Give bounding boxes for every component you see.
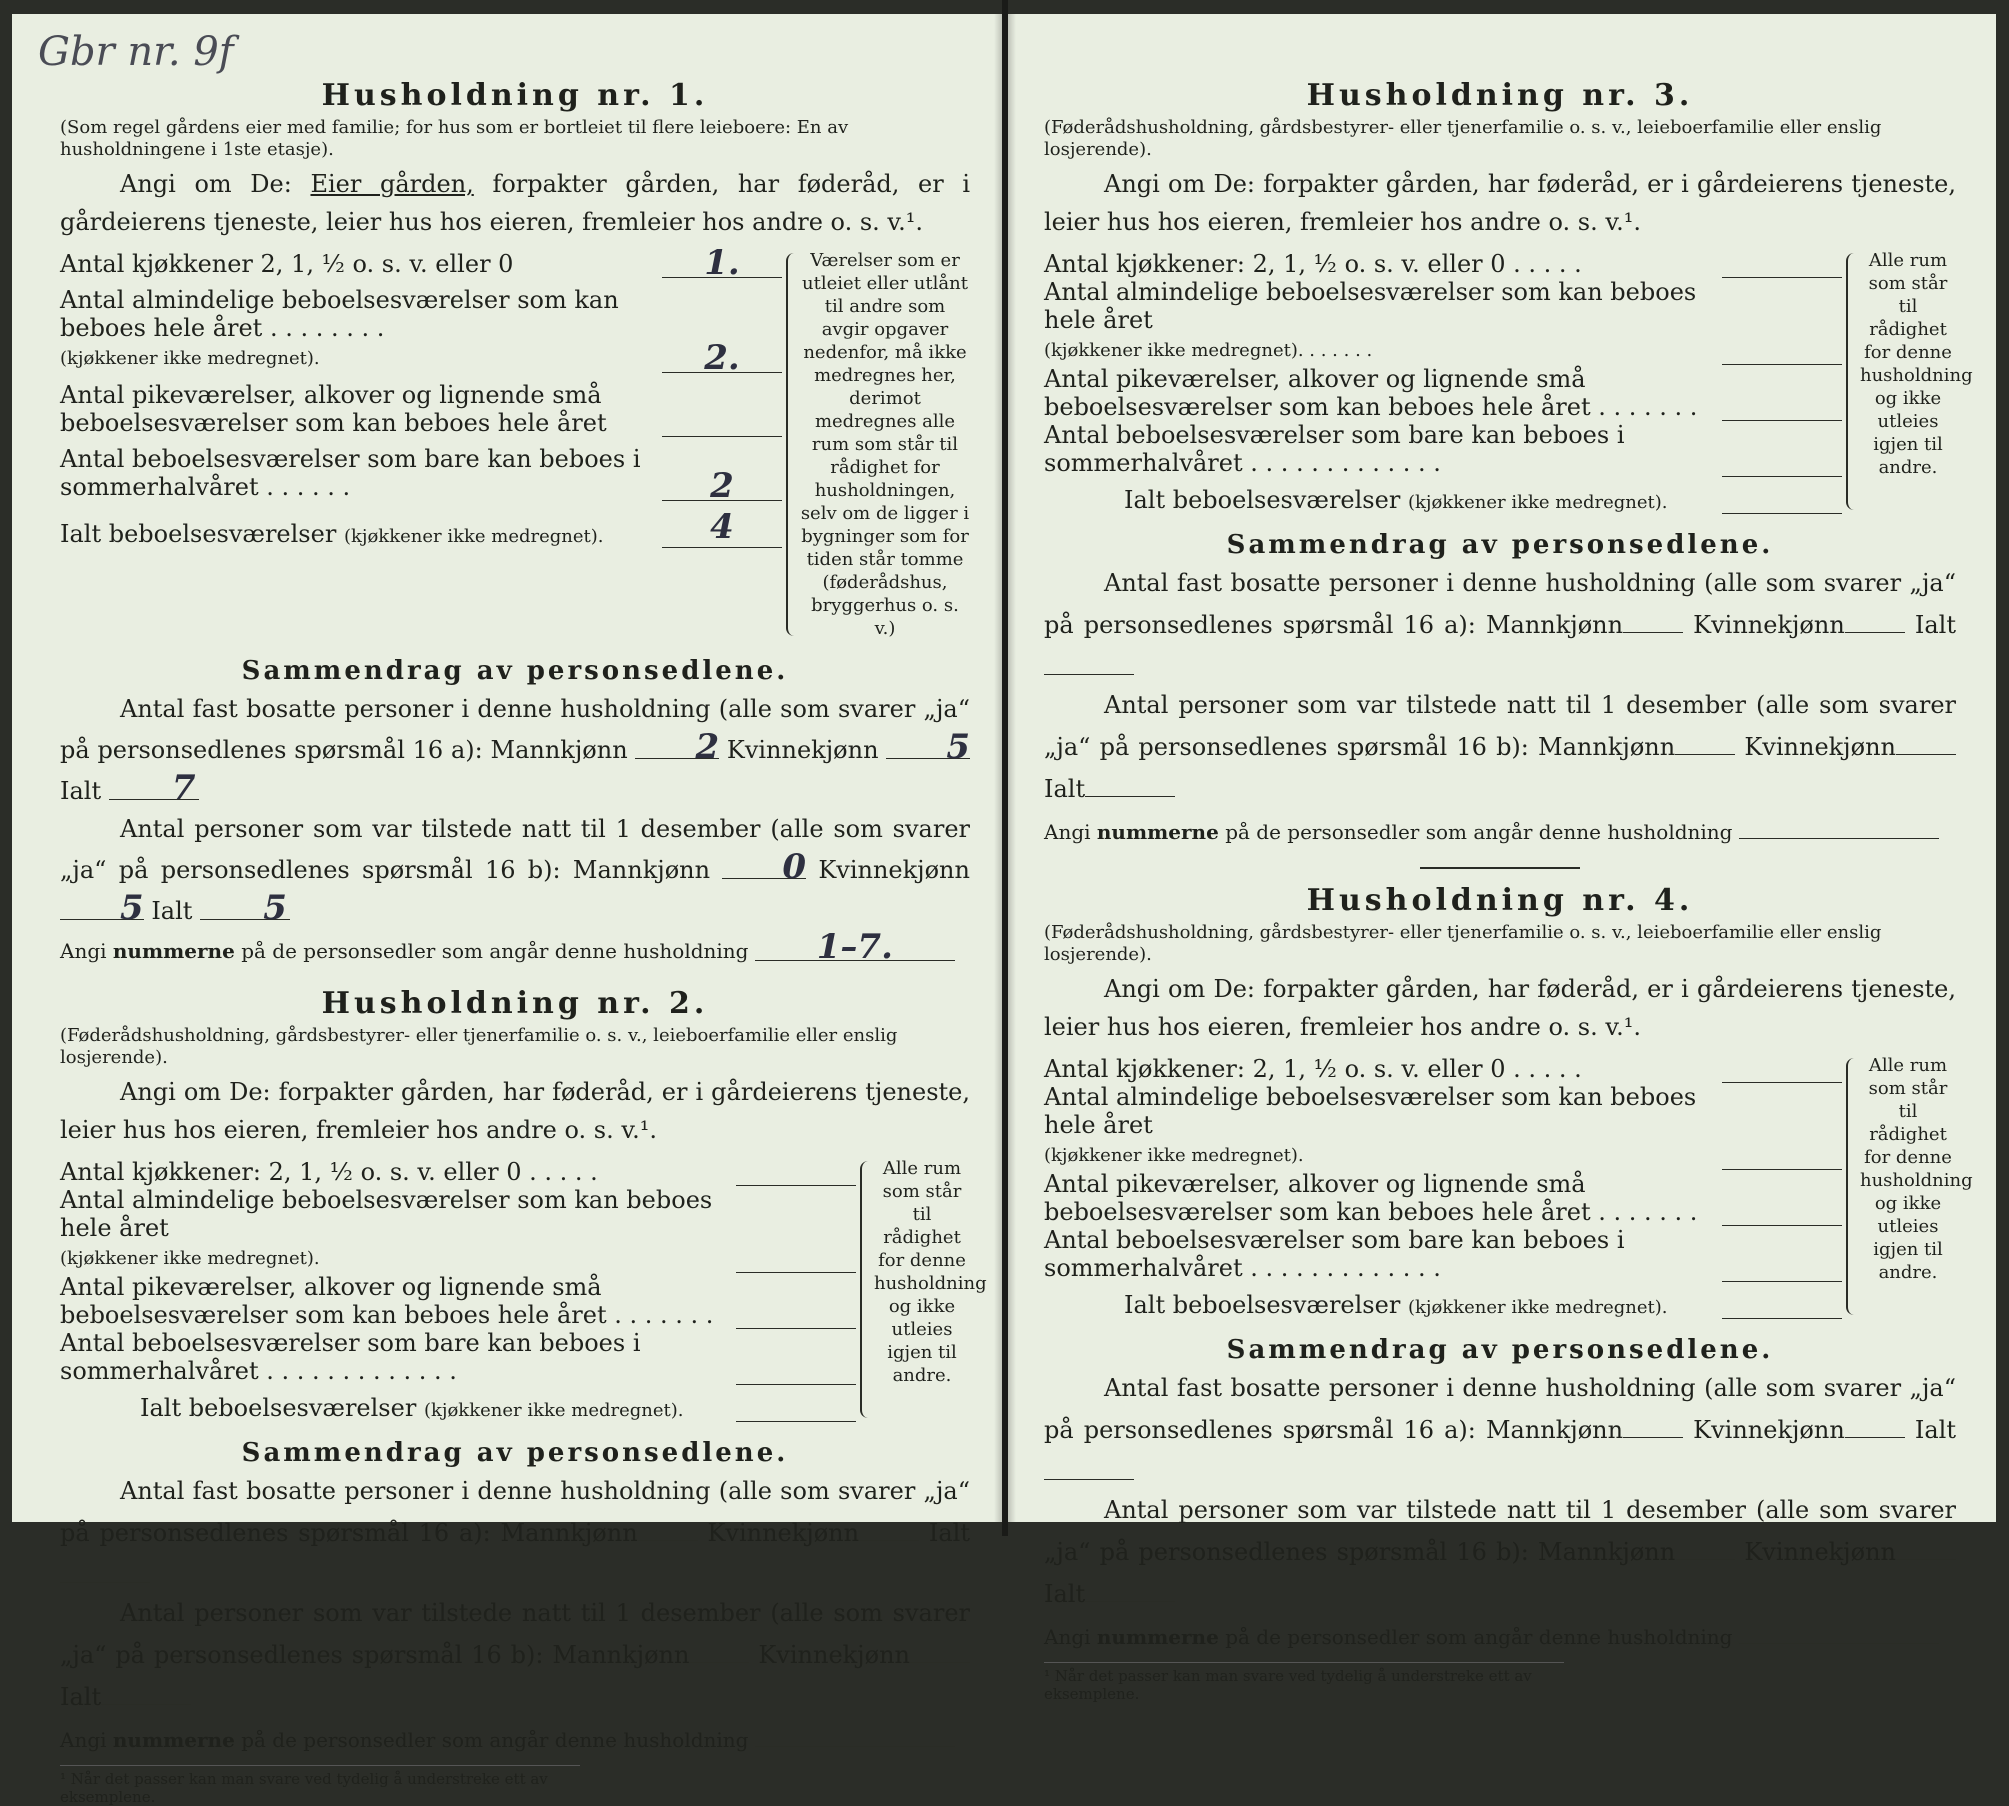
side-note: Alle rum som står til rådighet for denne husholdning og ikke utleies igjen til andre. — [1842, 249, 1956, 514]
q16a-male-value[interactable] — [1623, 602, 1683, 633]
total-label-text: Ialt beboelsesværelser — [1124, 1291, 1401, 1319]
total-value[interactable]: 4 — [662, 507, 782, 548]
summary-title: Sammendrag av personsedlene. — [241, 1438, 789, 1468]
q16b-text: Antal personer som var tilstede natt til 1 desember (alle som svarer „ja“ på personsedlenes spørsmål 16 b): — [1044, 1496, 1956, 1566]
section-divider — [1420, 867, 1580, 869]
household-3 — [1044, 78, 1973, 849]
numbers-prefix: Angi — [60, 939, 107, 963]
total-label-text: Ialt beboelsesværelser — [1124, 486, 1401, 514]
total-short-label: Ialt — [1914, 611, 1956, 639]
numbers-line — [60, 927, 970, 968]
household-4-title: Husholdning nr. 4. — [1306, 883, 1694, 918]
row-total-rooms — [1044, 483, 1842, 514]
total-label-sub: (kjøkkener ikke medregnet). — [423, 1400, 684, 1421]
row-label-text: Antal almindelige beboelsesværelser som kan beboes hele året — [60, 1186, 713, 1242]
q16b-male-value[interactable]: 0 — [722, 848, 806, 879]
total-short-label: Ialt — [1044, 775, 1086, 803]
q16b-female-value[interactable] — [1896, 724, 1956, 755]
row-label-text: Antal almindelige beboelsesværelser som kan beboes hele året . . . . . . . . — [60, 286, 619, 342]
row-value[interactable] — [1722, 1197, 1842, 1226]
numbers-value[interactable]: 1–7. — [755, 930, 955, 961]
summary-16b — [1044, 1491, 1956, 1613]
household-1-subtitle: (Som regel gårdens eier med familie; for hus som er bortleiet til flere leieboere: En av husholdningene i 1ste etasje). — [60, 117, 849, 160]
right-page — [1008, 14, 1996, 1703]
row-kitchens — [60, 1157, 856, 1186]
row-label-sub: (kjøkkener ikke medregnet). . . . . . . — [1044, 340, 1373, 361]
total-value[interactable] — [1722, 483, 1842, 514]
q16b-male-value[interactable] — [1675, 1529, 1735, 1560]
male-label: Mannkjønn — [490, 736, 628, 764]
household-4-subtitle: (Føderådshusholdning, gårdsbestyrer- eller tjenerfamilie o. s. v., leieboerfamilie eller enslig losjerende). — [1044, 922, 1882, 965]
summary-16a — [1044, 1369, 1956, 1491]
q16b-female-value[interactable] — [1896, 1529, 1956, 1560]
row-total-rooms — [60, 507, 782, 548]
q16b-total-value[interactable] — [1085, 1571, 1175, 1602]
row-value[interactable] — [662, 408, 782, 437]
row-value[interactable] — [736, 1300, 856, 1329]
q16a-female-value[interactable] — [1845, 602, 1905, 633]
row-value[interactable] — [736, 1157, 856, 1186]
male-label: Mannkjønn — [572, 856, 711, 884]
q16a-text: Antal fast bosatte personer i denne husholdning (alle som svarer „ja“ på personsedlenes spørsmål 16 a): — [60, 695, 970, 764]
summary-title: Sammendrag av personsedlene. — [241, 656, 789, 686]
total-label — [1044, 1291, 1714, 1319]
row-value[interactable] — [736, 1356, 856, 1385]
q16b-male-value[interactable] — [1675, 724, 1735, 755]
rooms-rows — [1044, 1054, 1842, 1319]
total-short-label: Ialt — [928, 1519, 970, 1547]
q16a-total-value[interactable] — [1044, 644, 1134, 675]
row-label: Antal kjøkkener: 2, 1, ½ o. s. v. eller 0 . . . . . — [1044, 1055, 1582, 1083]
household-2-subtitle: (Føderådshusholdning, gårdsbestyrer- eller tjenerfamilie o. s. v., leieboerfamilie eller enslig losjerende). — [60, 1025, 898, 1068]
total-value[interactable] — [1722, 1288, 1842, 1319]
summary-16b — [60, 1594, 970, 1716]
total-short-label: Ialt — [60, 777, 102, 805]
q16a-total-value[interactable] — [1044, 1449, 1134, 1480]
q16a-female-value[interactable]: 5 — [886, 728, 970, 759]
summary-16a — [60, 1472, 970, 1594]
row-summer-rooms — [60, 445, 782, 506]
q16a-female-value[interactable] — [859, 1510, 919, 1541]
row-label-sub: (kjøkkener ikke medregnet). — [60, 348, 320, 369]
household-3-angi: Angi om De: forpakter gården, har føderåd, er i gårdeierens tjeneste, leier hus hos eieren, fremleier hos andre o. s. v.¹. — [1044, 170, 1956, 236]
row-label-text: Antal almindelige beboelsesværelser som kan beboes hele året — [1044, 278, 1697, 334]
row-ordinary-rooms — [60, 286, 782, 378]
total-short-label: Ialt — [1914, 1416, 1956, 1444]
row-value[interactable] — [1722, 1141, 1842, 1170]
row-value[interactable] — [1722, 1054, 1842, 1083]
q16a-total-value[interactable]: 7 — [109, 769, 199, 800]
male-label: Mannkjønn — [1538, 1538, 1676, 1566]
row-summer-rooms — [1044, 1226, 1842, 1282]
household-1-rooms — [60, 243, 970, 640]
q16a-male-value[interactable]: 2 — [635, 728, 719, 759]
q16b-male-value[interactable] — [689, 1632, 749, 1663]
total-label — [60, 520, 654, 548]
numbers-value[interactable] — [1739, 1613, 1939, 1644]
total-label-sub: (kjøkkener ikke medregnet). — [1407, 1297, 1668, 1318]
row-label: Antal beboelsesværelser som bare kan beboes i sommerhalvåret . . . . . . — [60, 445, 641, 501]
total-label — [60, 1394, 728, 1422]
numbers-value[interactable] — [1739, 808, 1939, 839]
numbers-prefix: Angi — [1044, 820, 1091, 844]
row-value[interactable] — [736, 1244, 856, 1273]
row-label: Antal beboelsesværelser som bare kan beboes i sommerhalvåret . . . . . . . . . . . . . — [60, 1329, 641, 1385]
q16b-female-value[interactable]: 5 — [60, 889, 144, 920]
total-label-sub: (kjøkkener ikke medregnet). — [1407, 492, 1668, 513]
q16a-female-value[interactable] — [1845, 1407, 1905, 1438]
row-value[interactable] — [1722, 448, 1842, 477]
margin-note: Gbr nr. 9f — [38, 29, 234, 75]
row-total-rooms — [60, 1391, 856, 1422]
row-maid-rooms — [60, 381, 782, 437]
numbers-rest: på de personsedler som angår denne husholdning — [1225, 820, 1733, 844]
q16a-text: Antal fast bosatte personer i denne husholdning (alle som svarer „ja“ på personsedlenes spørsmål 16 a): — [60, 1477, 970, 1547]
row-ordinary-rooms — [1044, 278, 1842, 365]
row-summer-rooms — [60, 1329, 856, 1385]
row-label: Antal kjøkkener: 2, 1, ½ o. s. v. eller 0 . . . . . — [1044, 250, 1582, 278]
row-value[interactable] — [1722, 1253, 1842, 1282]
q16a-total-value[interactable] — [60, 1552, 150, 1583]
numbers-bold: nummerne — [1096, 820, 1219, 844]
household-2-angi: Angi om De: forpakter gården, har føderåd, er i gårdeierens tjeneste, leier hus hos eieren, fremleier hos andre o. s. v.¹. — [60, 1078, 970, 1144]
side-note: Alle rum som står til rådighet for denne husholdning og ikke utleies igjen til andre. — [1842, 1054, 1956, 1319]
row-label: Antal beboelsesværelser som bare kan beboes i sommerhalvåret . . . . . . . . . . . . . — [1044, 1226, 1625, 1282]
female-label: Kvinnekjønn — [1693, 1416, 1845, 1444]
side-note: Værelser som er utleiet eller utlånt til andre som avgir opgaver nedenfor, må ikke medregnes her, derimot medregnes alle rum som står til rådighet for husholdningen, selv om de ligger i bygninger som for tiden står tomme (føderådshus, bryggerhus o. s. v.) — [782, 249, 970, 640]
footnote: ¹ Når det passer kan man svare ved tydelig å understreke ett av eksemplene. — [60, 1765, 580, 1806]
row-label-sub: (kjøkkener ikke medregnet). — [60, 1248, 320, 1269]
female-label: Kvinnekjønn — [1744, 1538, 1896, 1566]
summary-16b — [60, 810, 970, 930]
female-label: Kvinnekjønn — [818, 856, 970, 884]
summary-title: Sammendrag av personsedlene. — [1226, 530, 1774, 560]
household-4 — [1044, 883, 1973, 1703]
household-3-subtitle: (Føderådshusholdning, gårdsbestyrer- eller tjenerfamilie o. s. v., leieboerfamilie eller enslig losjerende). — [1044, 117, 1882, 160]
numbers-value[interactable] — [755, 1716, 955, 1747]
household-2 — [60, 986, 987, 1806]
total-label-text: Ialt beboelsesværelser — [60, 520, 337, 548]
row-total-rooms — [1044, 1288, 1842, 1319]
row-maid-rooms — [1044, 365, 1842, 421]
row-maid-rooms — [1044, 1170, 1842, 1226]
numbers-prefix: Angi — [60, 1728, 107, 1752]
summary-16b — [1044, 686, 1956, 808]
left-page — [12, 14, 1002, 1806]
q16a-male-value[interactable] — [1623, 1407, 1683, 1438]
q16a-text: Antal fast bosatte personer i denne husholdning (alle som svarer „ja“ på personsedlenes spørsmål 16 a): — [1044, 1374, 1956, 1444]
numbers-rest: på de personsedler som angår denne husholdning — [241, 1728, 749, 1752]
numbers-bold: nummerne — [1096, 1625, 1219, 1649]
total-short-label: Ialt — [151, 897, 193, 925]
female-label: Kvinnekjønn — [726, 736, 879, 764]
row-ordinary-rooms — [60, 1186, 856, 1273]
row-summer-rooms — [1044, 421, 1842, 477]
numbers-rest: på de personsedler som angår denne husholdning — [241, 939, 749, 963]
male-label: Mannkjønn — [500, 1519, 638, 1547]
numbers-rest: på de personsedler som angår denne husholdning — [1225, 1625, 1733, 1649]
numbers-line — [1044, 808, 1956, 849]
male-label: Mannkjønn — [1485, 1416, 1624, 1444]
q16a-text: Antal fast bosatte personer i denne husholdning (alle som svarer „ja“ på personsedlenes spørsmål 16 a): — [1044, 569, 1956, 639]
row-label — [60, 1186, 728, 1273]
total-label — [1044, 486, 1714, 514]
numbers-line — [1044, 1613, 1956, 1654]
household-1-title: Husholdning nr. 1. — [321, 78, 709, 113]
rooms-rows — [60, 243, 782, 640]
household-1 — [60, 78, 970, 968]
total-short-label: Ialt — [1044, 1580, 1086, 1608]
female-label: Kvinnekjønn — [1693, 611, 1845, 639]
angi-underlined-answer: Eier gården, — [310, 170, 474, 198]
numbers-prefix: Angi — [1044, 1625, 1091, 1649]
male-label: Mannkjønn — [1485, 611, 1624, 639]
female-label: Kvinnekjønn — [758, 1641, 910, 1669]
summary-16a — [60, 690, 970, 810]
row-value[interactable]: 2. — [662, 344, 782, 373]
household-4-rooms — [1044, 1054, 1973, 1319]
female-label: Kvinnekjønn — [707, 1519, 860, 1547]
household-3-title: Husholdning nr. 3. — [1306, 78, 1694, 113]
row-label-sub: (kjøkkener ikke medregnet). — [1044, 1145, 1304, 1166]
numbers-bold: nummerne — [112, 1728, 235, 1752]
row-label-text: Antal almindelige beboelsesværelser som kan beboes hele året — [1044, 1083, 1697, 1139]
q16b-total-value[interactable] — [1085, 766, 1175, 797]
row-ordinary-rooms — [1044, 1083, 1842, 1170]
row-kitchens — [1044, 249, 1842, 278]
row-kitchens — [1044, 1054, 1842, 1083]
summary-16a — [1044, 564, 1956, 686]
q16b-text: Antal personer som var tilstede natt til 1 desember (alle som svarer „ja“ på personsedlenes spørsmål 16 b): — [1044, 691, 1956, 761]
row-label: Antal kjøkkener: 2, 1, ½ o. s. v. eller 0 . . . . . — [60, 1158, 598, 1186]
row-label: Antal pikeværelser, alkover og lignende små beboelsesværelser som kan beboes hele året . . . . . . . — [60, 1273, 714, 1329]
male-label: Mannkjønn — [1538, 733, 1676, 761]
row-label: Antal pikeværelser, alkover og lignende små beboelsesværelser som kan beboes hele året . . . . . . . — [1044, 1170, 1698, 1226]
row-label: Antal pikeværelser, alkover og lignende små beboelsesværelser som kan beboes hele året . . . . . . . — [1044, 365, 1698, 421]
row-label: Antal kjøkkener 2, 1, ½ o. s. v. eller 0 — [60, 250, 514, 278]
side-note: Alle rum som står til rådighet for denne husholdning og ikke utleies igjen til andre. — [856, 1157, 970, 1422]
numbers-line — [60, 1716, 970, 1757]
row-value[interactable] — [1722, 392, 1842, 421]
household-1-angi — [60, 165, 970, 241]
q16b-text: Antal personer som var tilstede natt til 1 desember (alle som svarer „ja“ på personsedlenes spørsmål 16 b): — [60, 1599, 970, 1669]
rooms-rows — [60, 1157, 856, 1422]
angi-prefix: Angi om De: — [120, 170, 292, 198]
q16b-female-value[interactable] — [910, 1632, 970, 1663]
row-label — [60, 286, 654, 373]
footnote: ¹ Når det passer kan man svare ved tydelig å understreke ett av eksemplene. — [1044, 1662, 1564, 1703]
row-value[interactable]: 1. — [662, 249, 782, 278]
household-4-angi: Angi om De: forpakter gården, har føderåd, er i gårdeierens tjeneste, leier hus hos eieren, fremleier hos andre o. s. v.¹. — [1044, 975, 1956, 1041]
q16a-male-value[interactable] — [638, 1510, 698, 1541]
male-label: Mannkjønn — [552, 1641, 690, 1669]
row-maid-rooms — [60, 1273, 856, 1329]
total-value[interactable] — [736, 1391, 856, 1422]
angi-rest: forpakter gården, har føderåd, er i gårdeierens tjeneste, leier hus hos eieren, fremleier hos andre o. s. v.¹. — [60, 170, 971, 236]
row-label — [1044, 1083, 1714, 1170]
rooms-rows — [1044, 249, 1842, 514]
row-label: Antal beboelsesværelser som bare kan beboes i sommerhalvåret . . . . . . . . . . . . . — [1044, 421, 1625, 477]
total-label-sub: (kjøkkener ikke medregnet). — [343, 526, 604, 547]
summary-title: Sammendrag av personsedlene. — [1226, 1335, 1774, 1365]
q16b-total-value[interactable] — [101, 1674, 191, 1705]
row-value[interactable]: 2 — [662, 472, 782, 501]
q16b-total-value[interactable]: 5 — [200, 889, 290, 920]
row-label: Antal pikeværelser, alkover og lignende små beboelsesværelser som kan beboes hele året — [60, 381, 607, 437]
household-2-rooms — [60, 1157, 987, 1422]
row-label — [1044, 278, 1714, 365]
total-label-text: Ialt beboelsesværelser — [140, 1394, 417, 1422]
household-3-rooms — [1044, 249, 1973, 514]
row-kitchens — [60, 243, 782, 283]
numbers-bold: nummerne — [112, 939, 235, 963]
total-short-label: Ialt — [60, 1683, 102, 1711]
female-label: Kvinnekjønn — [1744, 733, 1896, 761]
household-2-title: Husholdning nr. 2. — [321, 986, 709, 1021]
q16b-text: Antal personer som var tilstede natt til 1 desember (alle som svarer „ja“ på personsedlenes spørsmål 16 b): — [60, 815, 970, 884]
row-value[interactable] — [1722, 249, 1842, 278]
row-value[interactable] — [1722, 336, 1842, 365]
